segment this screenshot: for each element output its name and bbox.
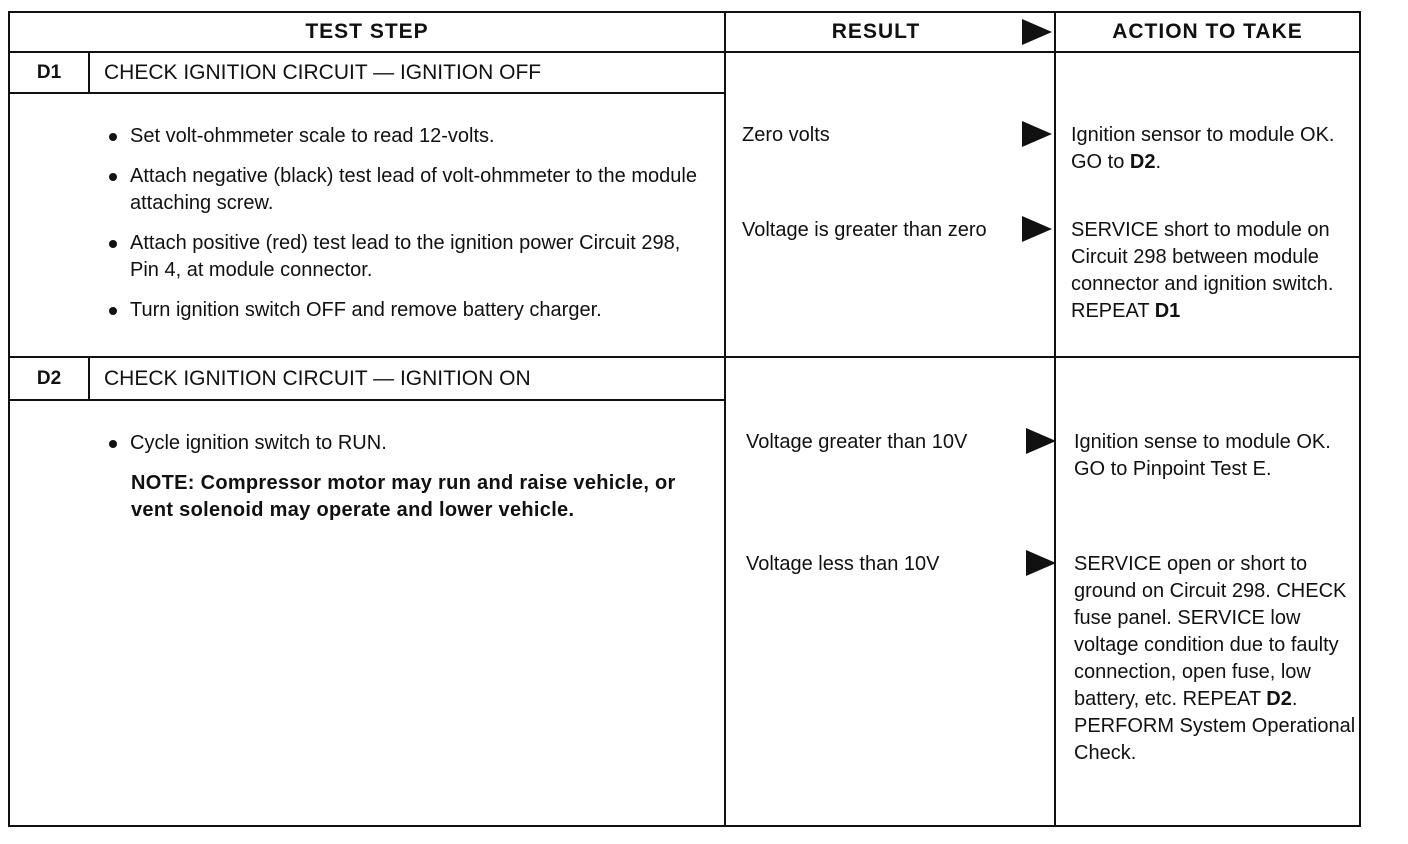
arrow-right-icon [1026, 428, 1056, 454]
list-item: Attach negative (black) test lead of volt-ohmmeter to the module attaching screw. [106, 163, 710, 217]
list-item: Cycle ignition switch to RUN. [106, 430, 710, 457]
d2-id-divider [88, 356, 90, 400]
step-d2-bullets [106, 430, 710, 470]
diagnostic-table [8, 11, 1361, 827]
step-title-d1: CHECK IGNITION CIRCUIT — IGNITION OFF [104, 61, 542, 84]
header-action: ACTION TO TAKE [1112, 20, 1303, 43]
d1-result-2: Voltage is greater than zero [742, 219, 987, 241]
d2-title-divider [10, 399, 724, 401]
step-id-d1: D1 [36, 62, 62, 83]
d1-action-2: SERVICE short to module on Circuit 298 between module connector and ignition switch. REPEAT D1 [1071, 219, 1334, 322]
d2-action-2: SERVICE open or short to ground on Circuit 298. CHECK fuse panel. SERVICE low voltage condition due to faulty connection, open fuse, low battery, etc. REPEAT D2. PERFORM System Operational Check. [1074, 553, 1356, 764]
d1-result-1: Zero volts [742, 124, 830, 146]
step-d1-bullets [106, 123, 710, 337]
d1-action-1: Ignition sensor to module OK. GO to D2. [1071, 124, 1335, 173]
step-id-d2: D2 [36, 368, 62, 389]
d1-id-divider [88, 51, 90, 93]
col-divider-action [1054, 13, 1056, 825]
header-result: RESULT [831, 20, 921, 43]
d2-action-1: Ignition sense to module OK. GO to Pinpoint Test E. [1074, 431, 1331, 480]
header-arrow-icon [1022, 19, 1052, 45]
header-test-step: TEST STEP [305, 20, 429, 43]
list-item: Attach positive (red) test lead to the ignition power Circuit 298, Pin 4, at module connector. [106, 230, 710, 284]
arrow-right-icon [1022, 216, 1052, 242]
step-title-d2: CHECK IGNITION CIRCUIT — IGNITION ON [104, 367, 531, 390]
d1-title-divider [10, 92, 724, 94]
d2-result-2: Voltage less than 10V [746, 553, 940, 575]
list-item: Set volt-ohmmeter scale to read 12-volts. [106, 123, 710, 150]
header-divider [10, 51, 1359, 53]
step-divider [10, 356, 1359, 358]
arrow-right-icon [1022, 121, 1052, 147]
step-d2-note: NOTE: Compressor motor may run and raise vehicle, or vent solenoid may operate and lower vehicle. [131, 472, 676, 521]
d2-result-1: Voltage greater than 10V [746, 431, 968, 453]
list-item: Turn ignition switch OFF and remove battery charger. [106, 297, 710, 324]
arrow-right-icon [1026, 550, 1056, 576]
col-divider-result [724, 13, 726, 825]
